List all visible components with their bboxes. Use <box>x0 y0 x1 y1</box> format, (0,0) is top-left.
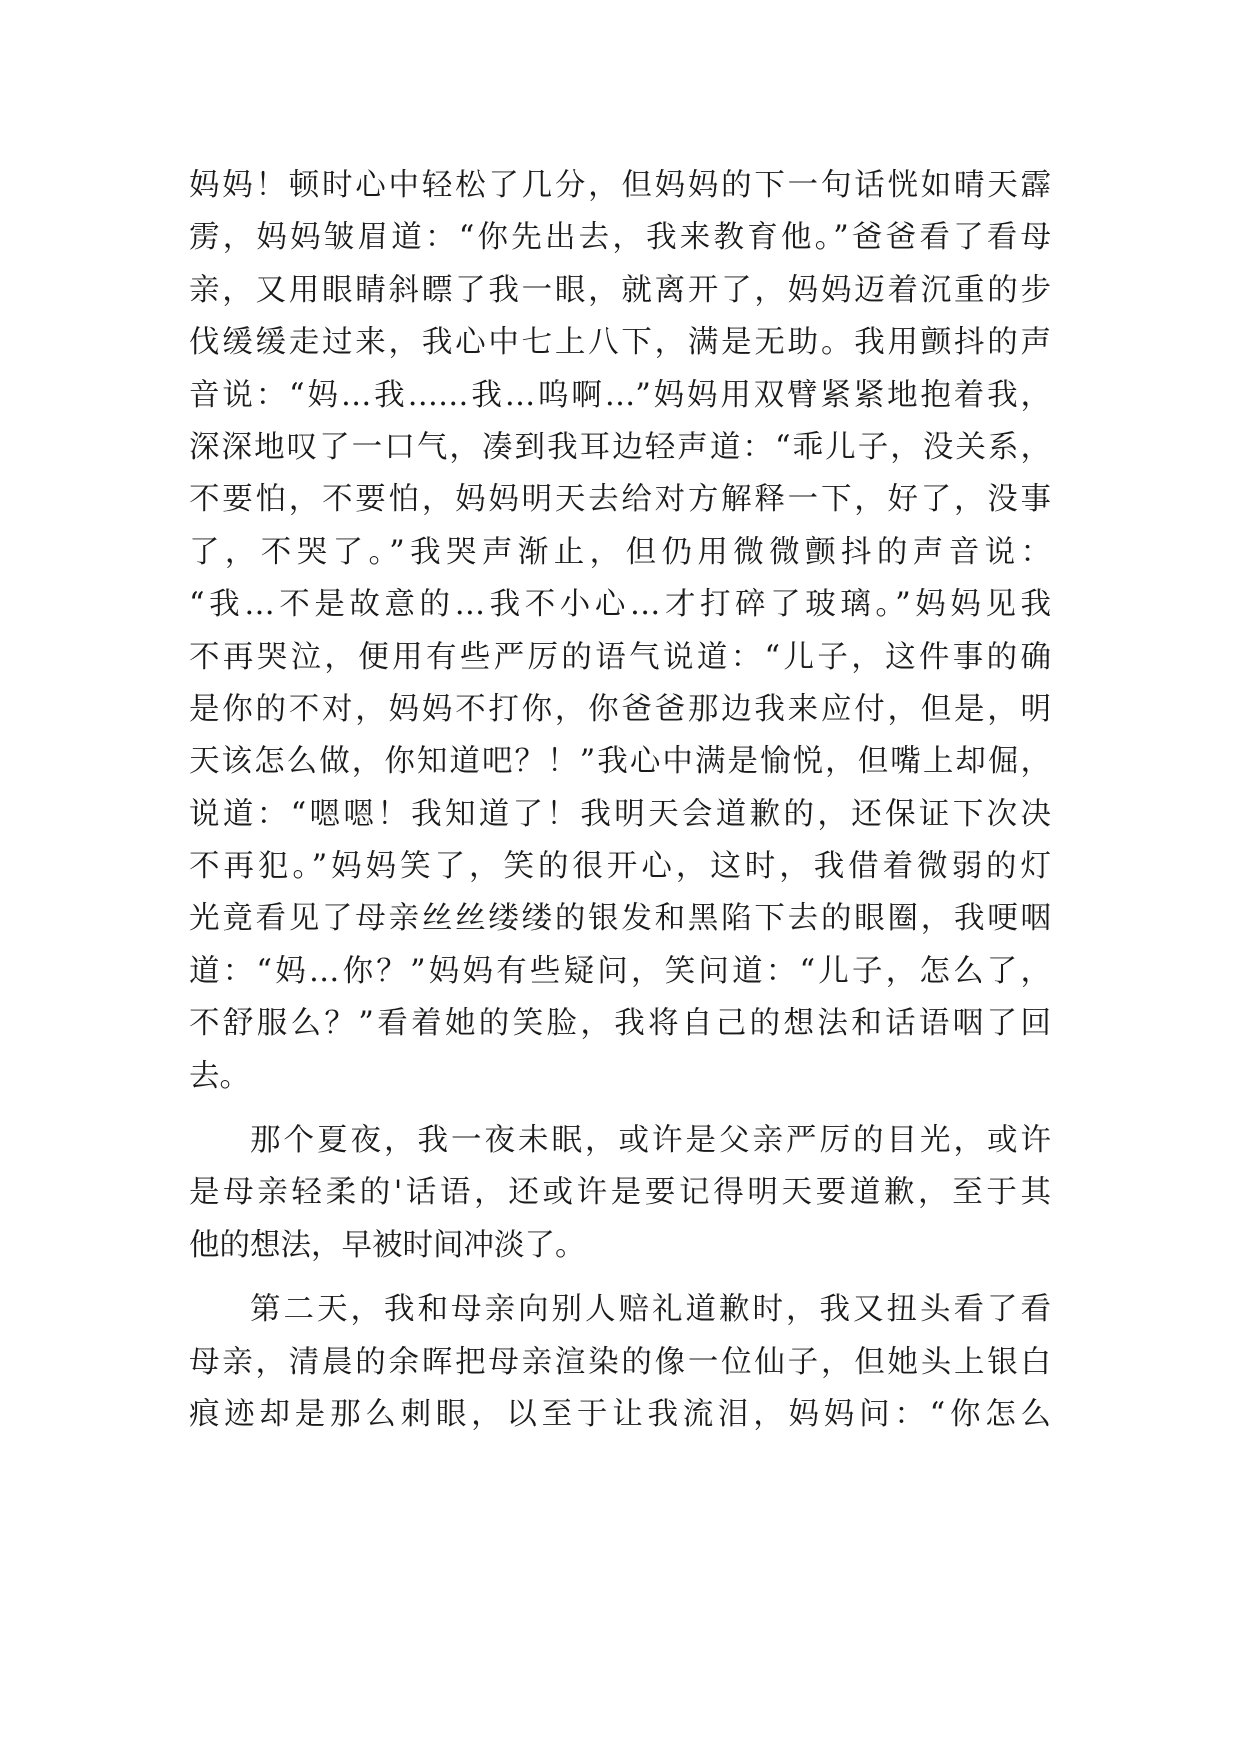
text-line: 那个夏夜，我一夜未眠，或许是父亲严厉的目光，或许 <box>250 1123 1051 1159</box>
text-line: “我…不是故意的…我不小心…才打碎了玻璃。”妈妈见我 <box>189 587 1051 623</box>
text-line: 不再犯。”妈妈笑了，笑的很开心，这时，我借着微弱的灯 <box>189 849 1051 885</box>
text-line: 是你的不对，妈妈不打你，你爸爸那边我来应付，但是，明 <box>189 691 1051 727</box>
text-line: 说道：“嗯嗯！我知道了！我明天会道歉的，还保证下次决 <box>189 796 1051 832</box>
text-line: 天该怎么做，你知道吧？！”我心中满是愉悦，但嘴上却倔， <box>189 744 1051 780</box>
text-line: 不舒服么？”看着她的笑脸，我将自己的想法和话语咽了回 <box>189 1006 1051 1042</box>
text-line: 是母亲轻柔的'话语，还或许是要记得明天要道歉，至于其 <box>189 1175 1051 1211</box>
text-line: 不要怕，不要怕，妈妈明天去给对方解释一下，好了，没事 <box>189 482 1051 518</box>
text-line: 母亲，清晨的余晖把母亲渲染的像一位仙子，但她头上银白 <box>189 1344 1051 1380</box>
text-line: 去。 <box>189 1058 250 1094</box>
text-line: 他的想法，早被时间冲淡了。 <box>189 1227 586 1263</box>
body-text <box>189 160 1051 1441</box>
text-line: 光竟看见了母亲丝丝缕缕的银发和黑陷下去的眼圈，我哽咽 <box>189 901 1051 937</box>
paragraph-3 <box>189 1284 1051 1441</box>
paragraph-1 <box>189 160 1051 1103</box>
text-line: 亲，又用眼睛斜瞟了我一眼，就离开了，妈妈迈着沉重的步 <box>189 272 1051 308</box>
text-line: 深深地叹了一口气，凑到我耳边轻声道：“乖儿子，没关系， <box>189 429 1051 465</box>
text-line: 妈妈！顿时心中轻松了几分，但妈妈的下一句话恍如晴天霹 <box>189 168 1051 203</box>
paragraph-2 <box>189 1115 1051 1272</box>
text-line: 不再哭泣，便用有些严厉的语气说道：“儿子，这件事的确 <box>189 639 1051 675</box>
text-line: 伐缓缓走过来，我心中七上八下，满是无助。我用颤抖的声 <box>189 325 1051 361</box>
text-line: 第二天，我和母亲向别人赔礼道歉时，我又扭头看了看 <box>250 1292 1051 1328</box>
text-line: 道：“妈…你？”妈妈有些疑问，笑问道：“儿子，怎么了， <box>189 953 1051 989</box>
text-line: 痕迹却是那么刺眼，以至于让我流泪，妈妈问：“你怎么 <box>189 1396 1051 1432</box>
text-line: 雳，妈妈皱眉道：“你先出去，我来教育他。”爸爸看了看母 <box>189 220 1051 256</box>
text-line: 音说：“妈…我……我…呜啊…”妈妈用双臂紧紧地抱着我， <box>189 377 1051 413</box>
text-line: 了，不哭了。”我哭声渐止，但仍用微微颤抖的声音说： <box>189 534 1051 570</box>
